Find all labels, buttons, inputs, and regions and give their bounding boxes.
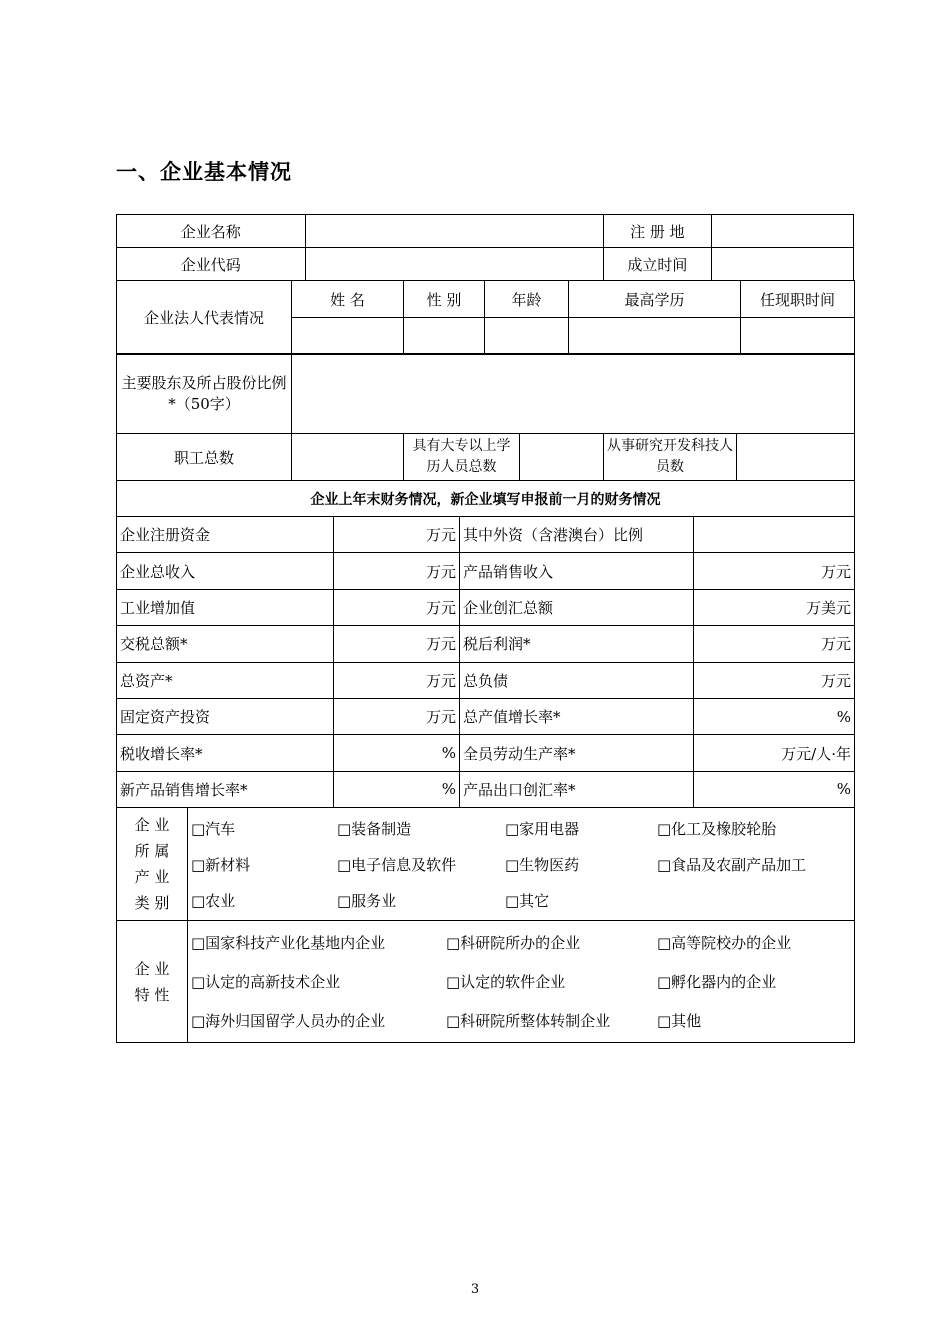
basic-info-table bbox=[116, 214, 854, 281]
industry-checkbox-option[interactable]: □电子信息及软件 bbox=[337, 855, 457, 874]
finance-left-value[interactable]: 万元 bbox=[334, 662, 460, 698]
nature-checkbox-option[interactable]: □科研院所办的企业 bbox=[446, 934, 581, 952]
finance-row bbox=[117, 771, 855, 807]
finance-right-label: 税后利润* bbox=[460, 626, 694, 662]
finance-right-label: 企业创汇总额 bbox=[460, 589, 694, 625]
rd-staff-field[interactable] bbox=[737, 434, 855, 481]
college-staff-field[interactable] bbox=[520, 434, 604, 481]
industry-checkbox-option[interactable]: □食品及农副产品加工 bbox=[657, 855, 807, 874]
finance-left-label: 企业注册资金 bbox=[117, 517, 334, 553]
registered-place-label: 注 册 地 bbox=[603, 215, 711, 248]
page-number: 3 bbox=[470, 1282, 480, 1297]
finance-right-value[interactable]: 万美元 bbox=[694, 589, 855, 625]
finance-row bbox=[117, 626, 855, 662]
industry-option-row bbox=[191, 882, 851, 918]
industry-checkbox-option[interactable]: □服务业 bbox=[337, 891, 397, 910]
college-staff-label: 具有大专以上学历人员总数 bbox=[404, 434, 520, 481]
rep-name-field[interactable] bbox=[292, 318, 404, 355]
industry-checkbox-option[interactable]: □其它 bbox=[505, 891, 550, 910]
finance-left-label: 企业总收入 bbox=[117, 553, 334, 589]
nature-checkbox-option[interactable]: □孵化器内的企业 bbox=[657, 973, 777, 991]
finance-left-value[interactable]: % bbox=[334, 771, 460, 807]
finance-row bbox=[117, 517, 855, 553]
nature-checkbox-option[interactable]: □认定的高新技术企业 bbox=[191, 973, 341, 991]
finance-left-label: 固定资产投资 bbox=[117, 698, 334, 734]
company-name-field[interactable] bbox=[305, 215, 603, 248]
company-code-field[interactable] bbox=[305, 248, 603, 281]
industry-checkbox-option[interactable]: □汽车 bbox=[191, 819, 236, 838]
finance-left-label: 交税总额* bbox=[117, 626, 334, 662]
finance-left-value[interactable]: 万元 bbox=[334, 698, 460, 734]
industry-checkbox-option[interactable]: □生物医药 bbox=[505, 855, 580, 874]
finance-right-value[interactable]: 万元 bbox=[694, 553, 855, 589]
staff-table bbox=[116, 353, 855, 481]
industry-checkbox-option[interactable]: □化工及橡胶轮胎 bbox=[657, 819, 777, 838]
finance-row bbox=[117, 662, 855, 698]
total-staff-field[interactable] bbox=[292, 434, 404, 481]
founded-time-field[interactable] bbox=[711, 248, 853, 281]
rep-col-gender: 性 别 bbox=[404, 281, 485, 318]
finance-left-value[interactable]: % bbox=[334, 735, 460, 771]
rep-col-tenure: 任现职时间 bbox=[741, 281, 855, 318]
rep-education-field[interactable] bbox=[569, 318, 741, 355]
industry-checkbox-option[interactable]: □家用电器 bbox=[505, 819, 580, 838]
industry-option-row bbox=[191, 810, 851, 846]
nature-checkbox-option[interactable]: □海外归国留学人员办的企业 bbox=[191, 1012, 386, 1030]
industry-checkbox-option[interactable]: □新材料 bbox=[191, 855, 251, 874]
finance-row bbox=[117, 553, 855, 589]
rep-col-name: 姓 名 bbox=[292, 281, 404, 318]
finance-row bbox=[117, 589, 855, 625]
total-staff-label: 职工总数 bbox=[117, 434, 292, 481]
section-title: 一、企业基本情况 bbox=[116, 160, 292, 184]
founded-time-label: 成立时间 bbox=[603, 248, 711, 281]
nature-checkbox-option[interactable]: □国家科技产业化基地内企业 bbox=[191, 934, 386, 952]
finance-left-value[interactable]: 万元 bbox=[334, 517, 460, 553]
finance-right-label: 总负债 bbox=[460, 662, 694, 698]
shareholders-field[interactable] bbox=[292, 354, 855, 434]
finance-right-value[interactable]: % bbox=[694, 771, 855, 807]
finance-right-value[interactable]: 万元 bbox=[694, 626, 855, 662]
nature-checkbox-option[interactable]: □其他 bbox=[657, 1012, 702, 1030]
finance-left-label: 税收增长率* bbox=[117, 735, 334, 771]
nature-checkbox-option[interactable]: □高等院校办的企业 bbox=[657, 934, 792, 952]
industry-option-row bbox=[191, 846, 851, 882]
finance-table bbox=[116, 480, 855, 808]
nature-checkbox-option[interactable]: □科研院所整体转制企业 bbox=[446, 1012, 611, 1030]
category-table bbox=[116, 807, 855, 1043]
nature-option-row bbox=[191, 962, 851, 1001]
rd-staff-label: 从事研究开发科技人员数 bbox=[604, 434, 737, 481]
finance-right-label: 总产值增长率* bbox=[460, 698, 694, 734]
nature-options bbox=[188, 921, 855, 1043]
finance-right-label: 其中外资（含港澳台）比例 bbox=[460, 517, 694, 553]
industry-label: 企 业 所 属 产 业 类 别 bbox=[117, 808, 188, 921]
finance-right-value[interactable] bbox=[694, 517, 855, 553]
rep-tenure-field[interactable] bbox=[741, 318, 855, 355]
rep-col-age: 年龄 bbox=[485, 281, 569, 318]
finance-left-value[interactable]: 万元 bbox=[334, 589, 460, 625]
finance-right-value[interactable]: 万元 bbox=[694, 662, 855, 698]
finance-left-value[interactable]: 万元 bbox=[334, 626, 460, 662]
finance-row bbox=[117, 735, 855, 771]
rep-gender-field[interactable] bbox=[404, 318, 485, 355]
registered-place-field[interactable] bbox=[711, 215, 853, 248]
finance-right-label: 产品出口创汇率* bbox=[460, 771, 694, 807]
legal-rep-label: 企业法人代表情况 bbox=[117, 281, 292, 355]
company-code-label: 企业代码 bbox=[117, 248, 306, 281]
rep-age-field[interactable] bbox=[485, 318, 569, 355]
industry-options bbox=[188, 808, 855, 921]
finance-right-label: 全员劳动生产率* bbox=[460, 735, 694, 771]
finance-header: 企业上年末财务情况，新企业填写申报前一月的财务情况 bbox=[117, 481, 855, 517]
industry-checkbox-option[interactable]: □农业 bbox=[191, 891, 236, 910]
nature-checkbox-option[interactable]: □认定的软件企业 bbox=[446, 973, 566, 991]
nature-option-row bbox=[191, 1001, 851, 1040]
finance-left-label: 总资产* bbox=[117, 662, 334, 698]
finance-right-value[interactable]: 万元/人·年 bbox=[694, 735, 855, 771]
finance-left-label: 新产品销售增长率* bbox=[117, 771, 334, 807]
legal-rep-table bbox=[116, 280, 855, 355]
rep-col-education: 最高学历 bbox=[569, 281, 741, 318]
shareholders-label: 主要股东及所占股份比例*（50字） bbox=[117, 354, 292, 434]
finance-left-value[interactable]: 万元 bbox=[334, 553, 460, 589]
company-name-label: 企业名称 bbox=[117, 215, 306, 248]
finance-row bbox=[117, 698, 855, 734]
finance-left-label: 工业增加值 bbox=[117, 589, 334, 625]
industry-checkbox-option[interactable]: □装备制造 bbox=[337, 819, 412, 838]
nature-label: 企 业 特 性 bbox=[117, 921, 188, 1043]
nature-option-row bbox=[191, 923, 851, 962]
finance-right-value[interactable]: % bbox=[694, 698, 855, 734]
finance-right-label: 产品销售收入 bbox=[460, 553, 694, 589]
